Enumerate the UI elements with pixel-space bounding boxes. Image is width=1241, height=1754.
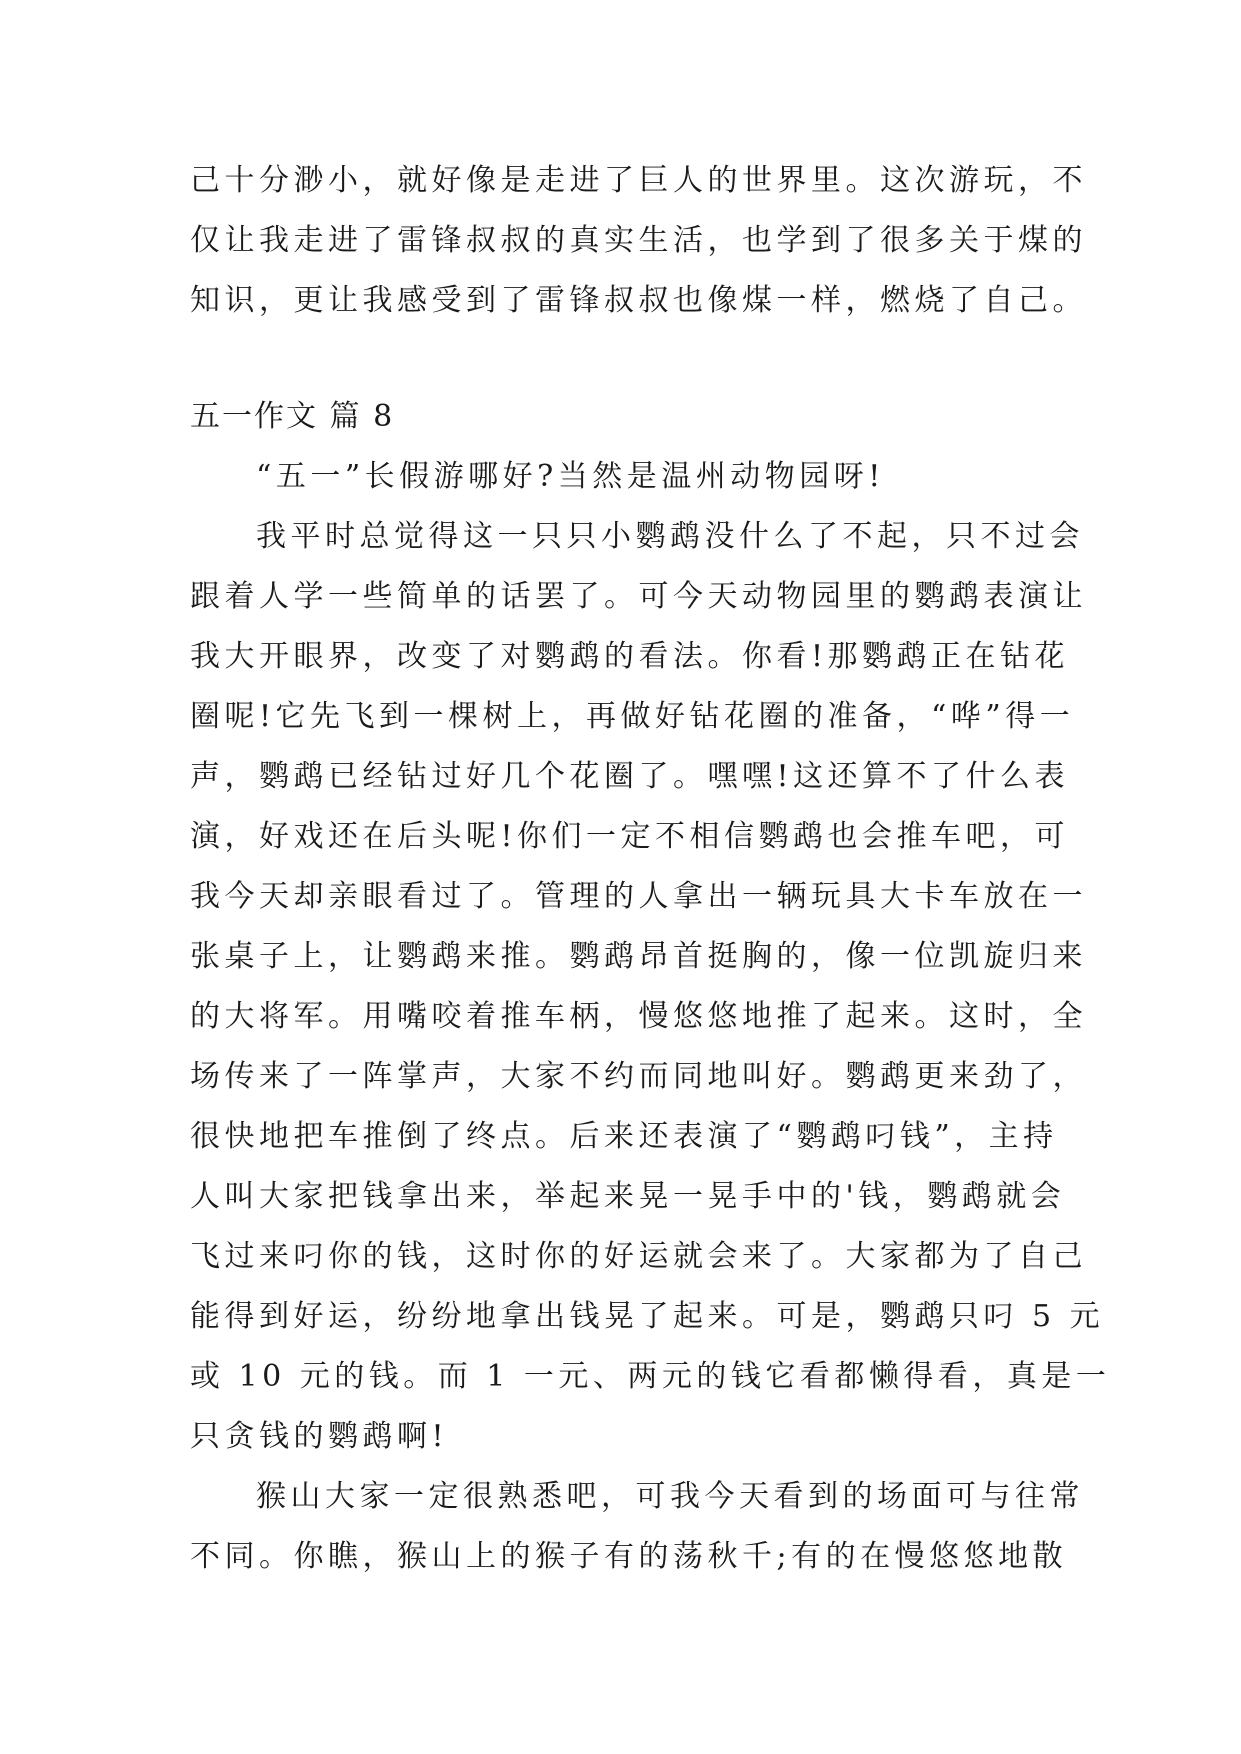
paragraph-line: 跟着人学一些简单的话罢了。可今天动物园里的鹦鹉表演让 bbox=[190, 579, 1087, 614]
paragraph-line: 张桌子上，让鹦鹉来推。鹦鹉昂首挺胸的，像一位凯旋归来 bbox=[190, 939, 1087, 974]
paragraph-line: 的大将军。用嘴咬着推车柄，慢悠悠地推了起来。这时，全 bbox=[190, 999, 1087, 1034]
paragraph-line: 己十分渺小，就好像是走进了巨人的世界里。这次游玩，不 bbox=[190, 163, 1087, 198]
paragraph-line: 圈呢!它先飞到一棵树上，再做好钻花圈的准备，“哗”得一 bbox=[190, 699, 1075, 734]
paragraph-line: “五一”长假游哪好?当然是温州动物园呀! bbox=[256, 459, 885, 494]
paragraph-line: 飞过来叼你的钱，这时你的好运就会来了。大家都为了自己 bbox=[190, 1239, 1087, 1274]
section-heading: 五一作文 篇 8 bbox=[190, 399, 395, 434]
paragraph-line: 场传来了一阵掌声，大家不约而同地叫好。鹦鹉更来劲了， bbox=[190, 1059, 1087, 1094]
paragraph-line: 声，鹦鹉已经钻过好几个花圈了。嘿嘿!这还算不了什么表 bbox=[190, 759, 1070, 794]
paragraph-line: 只贪钱的鹦鹉啊! bbox=[190, 1419, 449, 1454]
paragraph-line: 仅让我走进了雷锋叔叔的真实生活，也学到了很多关于煤的 bbox=[190, 223, 1087, 258]
paragraph-line: 不同。你瞧，猴山上的猴子有的荡秋千;有的在慢悠悠地散 bbox=[190, 1539, 1068, 1574]
paragraph-line: 很快地把车推倒了终点。后来还表演了“鹦鹉叼钱”，主持 bbox=[190, 1119, 1058, 1154]
paragraph-line: 知识，更让我感受到了雷锋叔叔也像煤一样，燃烧了自己。 bbox=[190, 283, 1087, 318]
paragraph-line: 我大开眼界，改变了对鹦鹉的看法。你看!那鹦鹉正在钻花 bbox=[190, 639, 1070, 674]
paragraph-line: 猴山大家一定很熟悉吧，可我今天看到的场面可与往常 bbox=[256, 1479, 1084, 1514]
paragraph-line: 能得到好运，纷纷地拿出钱晃了起来。可是，鹦鹉只叼 5 元 bbox=[190, 1299, 1105, 1334]
paragraph-line: 或 10 元的钱。而 1 一元、两元的钱它看都懒得看，真是一 bbox=[190, 1359, 1111, 1394]
paragraph-line: 演，好戏还在后头呢!你们一定不相信鹦鹉也会推车吧，可 bbox=[190, 819, 1070, 854]
paragraph-line: 人叫大家把钱拿出来，举起来晃一晃手中的'钱，鹦鹉就会 bbox=[190, 1179, 1066, 1214]
paragraph-line: 我今天却亲眼看过了。管理的人拿出一辆玩具大卡车放在一 bbox=[190, 879, 1087, 914]
paragraph-line: 我平时总觉得这一只只小鹦鹉没什么了不起，只不过会 bbox=[256, 519, 1084, 554]
